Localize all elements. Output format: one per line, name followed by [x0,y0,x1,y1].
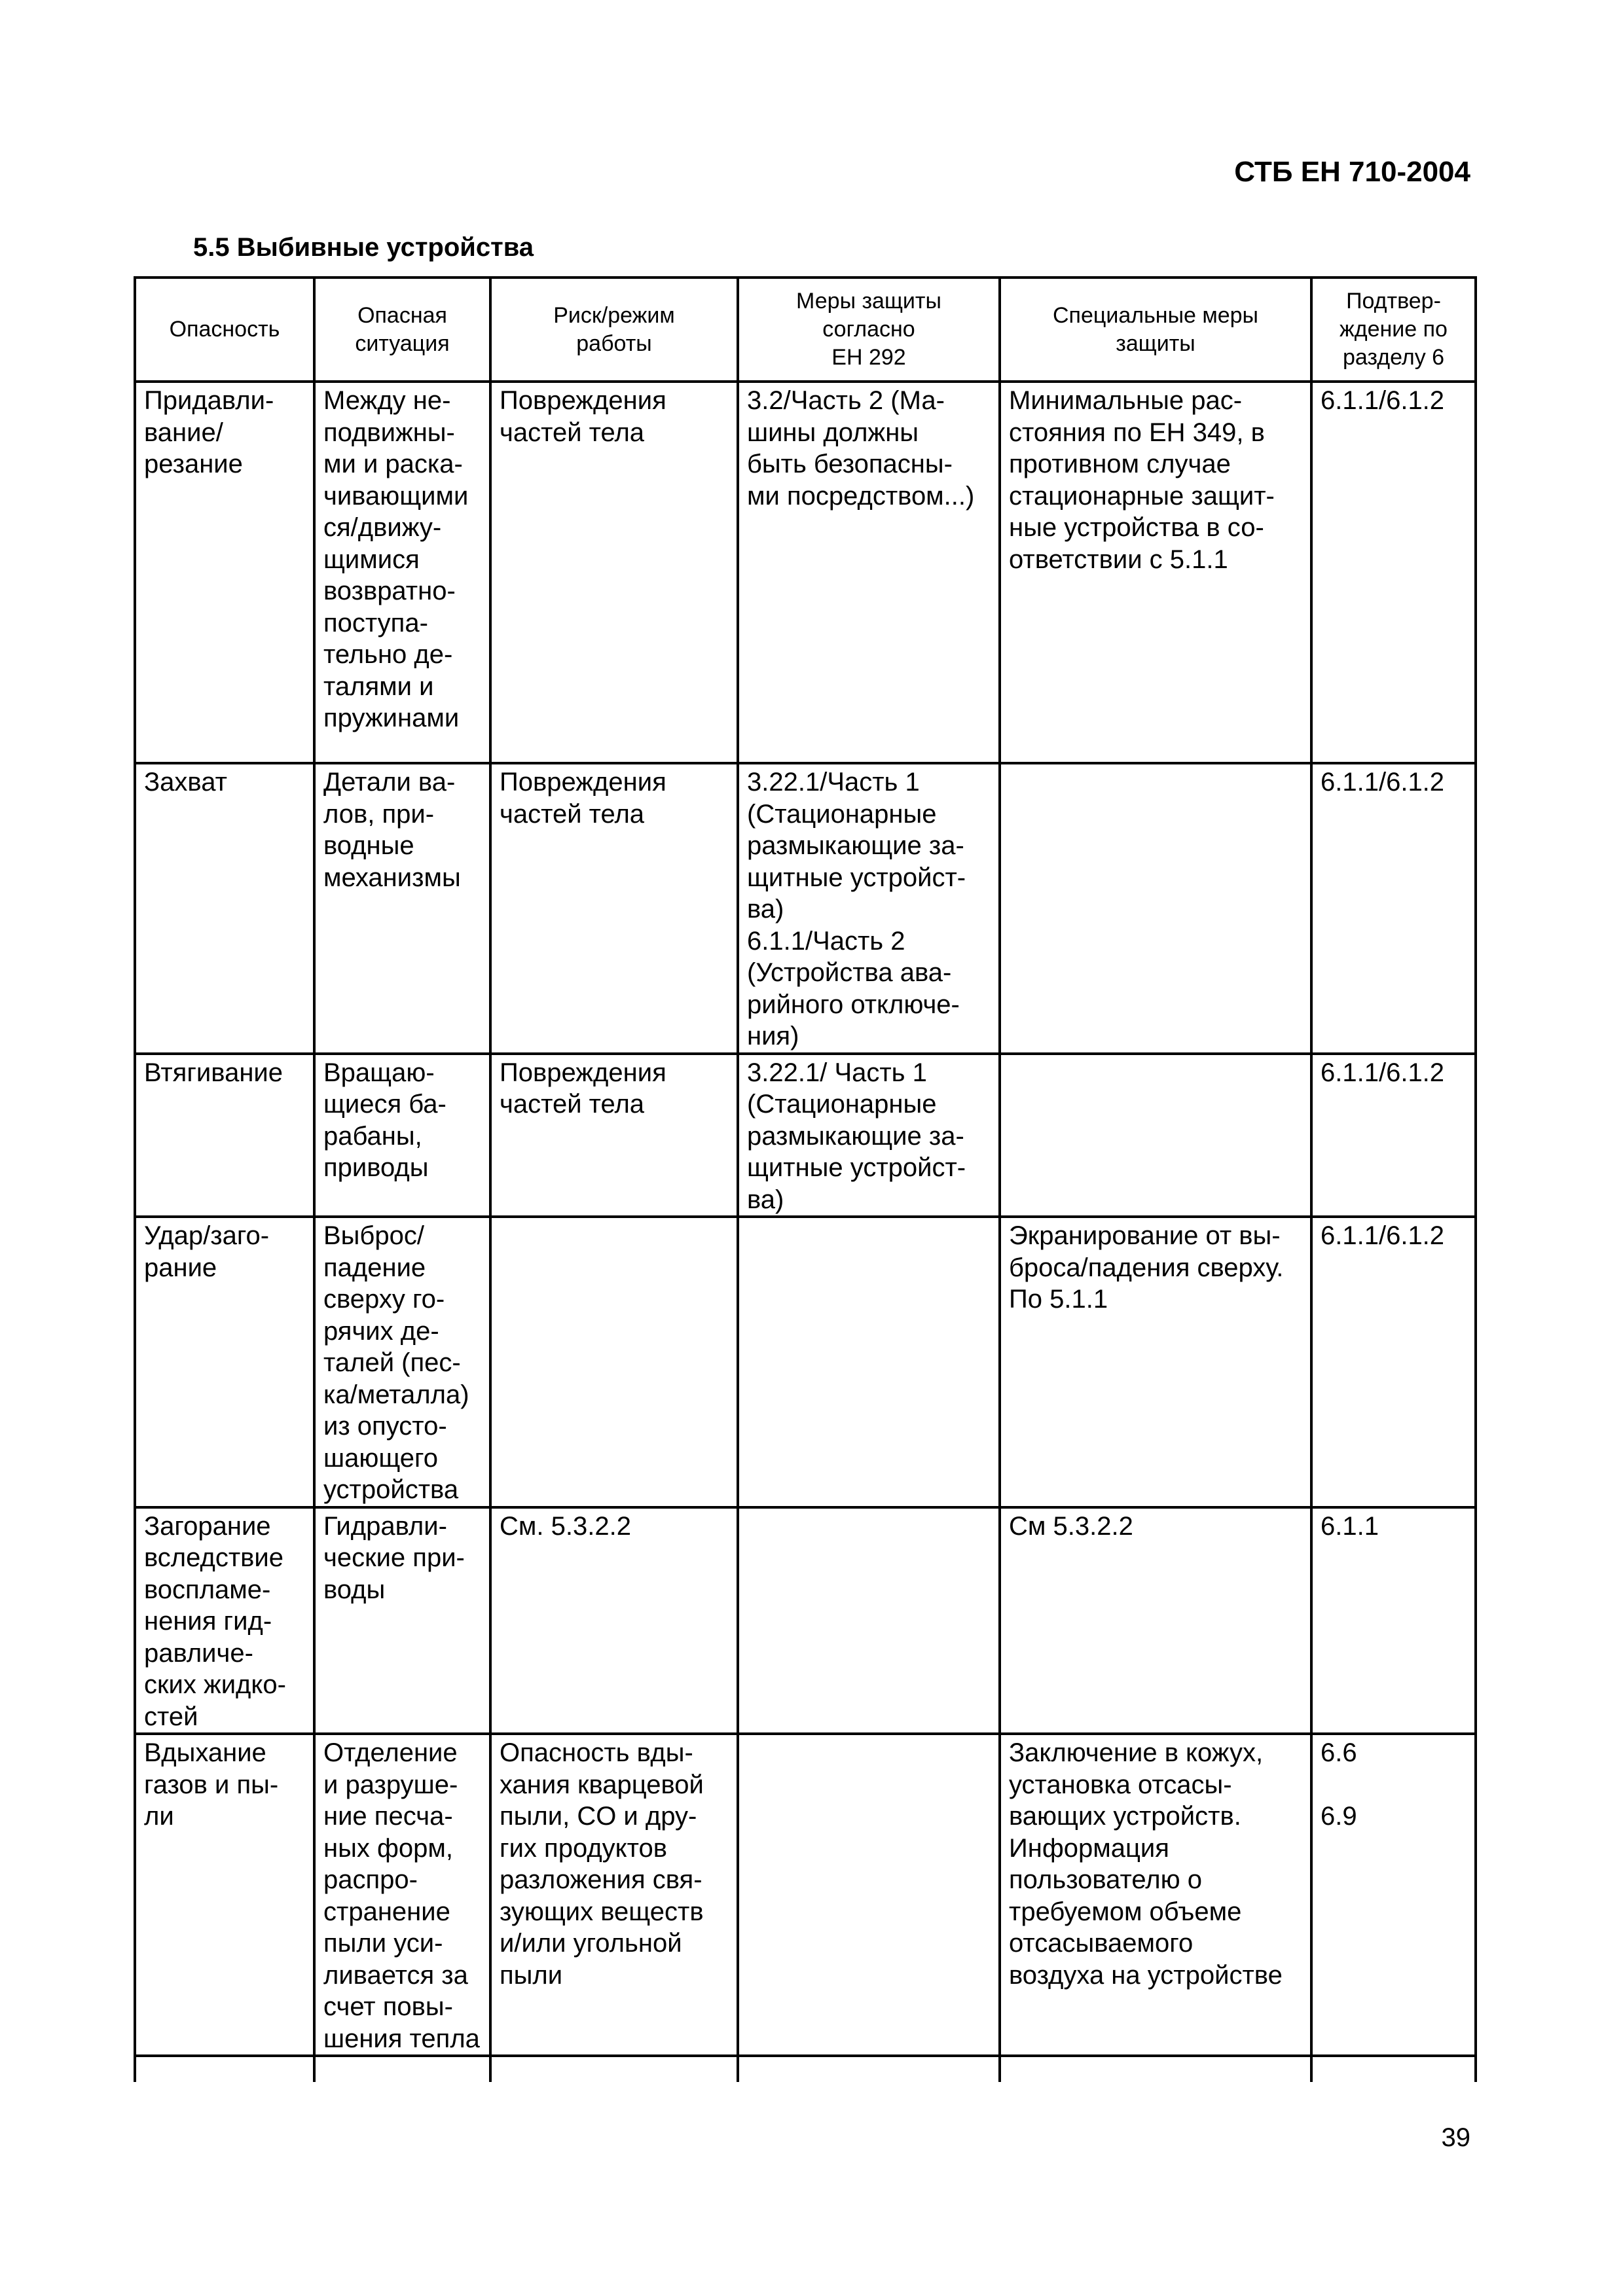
empty-cell [1000,2056,1311,2082]
cell-risk-mode: Повреждения частей тела [490,763,738,1054]
empty-cell [135,2056,314,2082]
cell-hazardous-situation: Гидравли- ческие при- воды [314,1507,490,1734]
section-title: 5.5 Выбивные устройства [193,233,534,262]
cell-hazardous-situation: Вращаю- щиеся ба- рабаны, приводы [314,1054,490,1217]
cell-protective-measures: 3.22.1/ Часть 1 (Стационарные размыкающие за- щитные устройст- ва) [738,1054,1000,1217]
cell-hazardous-situation: Отделение и разруше- ние песча- ных форм, распро- странение пыли уси- ливается за счет повы- шения тепла [314,1734,490,2056]
cell-hazardous-situation: Детали ва- лов, при- водные механизмы [314,763,490,1054]
column-header-verification: Подтвер- ждение по разделу 6 [1311,278,1476,382]
cell-special-measures [1000,1054,1311,1217]
column-header-special-measures: Специальные меры защиты [1000,278,1311,382]
cell-hazard: Загорание вследствие воспламе- нения гид- равличе- ских жидко- стей [135,1507,314,1734]
cell-hazard: Втягивание [135,1054,314,1217]
table-header-row [135,278,1476,382]
cell-verification: 6.1.1/6.1.2 [1311,1217,1476,1507]
cell-risk-mode [490,1217,738,1507]
cell-hazardous-situation: Выброс/ падение сверху го- рячих де- талей (пес- ка/металла) из опусто- шающего устройства [314,1217,490,1507]
cell-protective-measures: 3.22.1/Часть 1 (Стационарные размыкающие за- щитные устройст- ва) 6.1.1/Часть 2 (Устройства ава- рийного отключе- ния) [738,763,1000,1054]
cell-risk-mode: Опасность вды- хания кварцевой пыли, CO и дру- гих продуктов разложения свя- зующих веществ и/или угольной пыли [490,1734,738,2056]
column-header-hazard: Опасность [135,278,314,382]
cell-verification: 6.1.1 [1311,1507,1476,1734]
cell-protective-measures: 3.2/Часть 2 (Ма- шины должны быть безопасны- ми посредством...) [738,382,1000,763]
page-number: 39 [1441,2123,1470,2152]
cell-special-measures: Минимальные рас- стояния по ЕН 349, в противном случае стационарные защит- ные устройства в со- ответствии с 5.1.1 [1000,382,1311,763]
cell-risk-mode: См. 5.3.2.2 [490,1507,738,1734]
table-row [135,763,1476,1054]
cell-protective-measures [738,1217,1000,1507]
cell-risk-mode: Повреждения частей тела [490,382,738,763]
table-row [135,382,1476,763]
cell-special-measures: См 5.3.2.2 [1000,1507,1311,1734]
cell-hazard: Удар/заго- рание [135,1217,314,1507]
hazards-table-container [134,276,1474,2053]
cell-hazard: Захват [135,763,314,1054]
cell-protective-measures [738,1507,1000,1734]
table-row [135,1054,1476,1217]
empty-cell [738,2056,1000,2082]
cell-verification: 6.1.1/6.1.2 [1311,763,1476,1054]
column-header-protective-measures: Меры защиты согласно ЕН 292 [738,278,1000,382]
column-header-risk-mode: Риск/режим работы [490,278,738,382]
cell-hazardous-situation: Между не- подвижны- ми и раска- чивающими ся/движу- щимися возвратно- поступа- тельно де- талями и пружинами [314,382,490,763]
table-row [135,1507,1476,1734]
table-continuation-row [135,2056,1476,2082]
cell-special-measures: Экранирование от вы- броса/падения сверху. По 5.1.1 [1000,1217,1311,1507]
empty-cell [314,2056,490,2082]
cell-hazard: Придавли- вание/ резание [135,382,314,763]
column-header-hazardous-situation: Опасная ситуация [314,278,490,382]
cell-risk-mode: Повреждения частей тела [490,1054,738,1217]
cell-special-measures [1000,763,1311,1054]
hazards-table [134,276,1477,2082]
table-row [135,1217,1476,1507]
cell-special-measures: Заключение в кожух, установка отсасы- вающих устройств. Информация пользователю о требуемом объеме отсасываемого воздуха на устройстве [1000,1734,1311,2056]
table-row [135,1734,1476,2056]
empty-cell [1311,2056,1476,2082]
document-code: СТБ ЕН 710-2004 [1234,156,1470,188]
cell-hazard: Вдыхание газов и пы- ли [135,1734,314,2056]
cell-verification: 6.1.1/6.1.2 [1311,382,1476,763]
cell-verification: 6.1.1/6.1.2 [1311,1054,1476,1217]
empty-cell [490,2056,738,2082]
cell-verification: 6.6 6.9 [1311,1734,1476,2056]
cell-protective-measures [738,1734,1000,2056]
